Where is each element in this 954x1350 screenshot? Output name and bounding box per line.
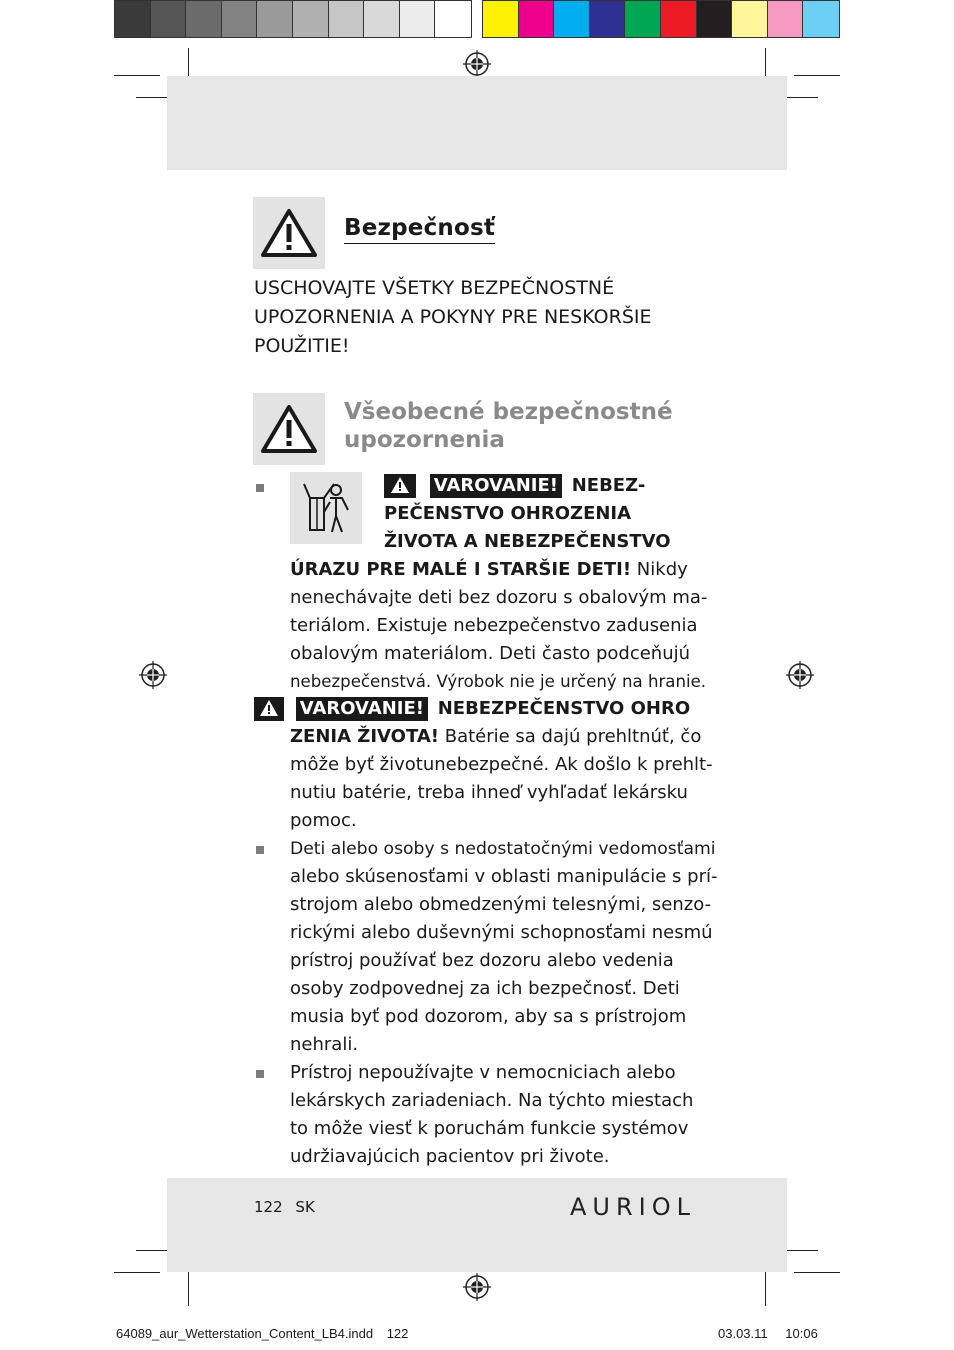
- brand-logo: AURIOL: [570, 1193, 696, 1221]
- intro-line: POUŽITIE!: [254, 335, 350, 357]
- warning-text-line: môže byť životunebezpečné. Ak došlo k prehlt-: [290, 754, 713, 775]
- warning-text: Nikdy: [631, 559, 688, 580]
- bullet-text-line: to môže viesť k poruchám funkcie systémov: [290, 1118, 689, 1139]
- gray-color-bar: [114, 0, 472, 38]
- warning-text-line: nenechávajte deti bez dozoru s obalovým ma-: [290, 587, 708, 608]
- warning-text-line: [290, 723, 701, 751]
- bullet-text-line: prístroj používať bez dozoru alebo vedenia: [290, 950, 674, 971]
- bullet-text-line: lekárskych zariadeniach. Na týchto miestach: [290, 1090, 694, 1111]
- bullet-text-line: udržiavajúcich pacientov pri živote.: [290, 1146, 610, 1167]
- color-swatch: [768, 1, 804, 37]
- bullet: [256, 846, 264, 854]
- slug-file: [116, 1326, 408, 1341]
- section-title: Bezpečnosť: [344, 214, 495, 244]
- warning-box: [253, 393, 325, 465]
- page-number: 122: [254, 1198, 283, 1216]
- crop-mark: [114, 1272, 160, 1273]
- warning-heading: ÚRAZU PRE MALÉ I STARŠIE DETI!: [290, 559, 632, 580]
- color-swatch: [257, 1, 293, 37]
- warning-heading-line: PEČENSTVO OHROZENIA: [384, 503, 632, 524]
- crop-mark: [794, 75, 840, 76]
- warning-triangle-icon: [390, 476, 410, 494]
- intro-line: UPOZORNENIA A POKYNY PRE NESKORŠIE: [254, 306, 652, 328]
- warning-heading-line: [384, 472, 645, 500]
- color-swatch: [483, 1, 519, 37]
- crop-mark: [114, 75, 160, 76]
- color-swatch: [625, 1, 661, 37]
- bullet-text-line: Deti alebo osoby s nedostatočnými vedomosťami: [290, 839, 716, 859]
- color-swatch: [329, 1, 365, 37]
- warning-tag: [384, 474, 416, 498]
- color-swatch: [115, 1, 151, 37]
- registration-mark-icon: [462, 1272, 492, 1302]
- warning-heading-line: ŽIVOTA A NEBEZPEČENSTVO: [384, 531, 671, 552]
- color-swatch: [803, 1, 839, 37]
- warning-text-line: teriálom. Existuje nebezpečenstvo zadusenia: [290, 615, 698, 636]
- header-band: [167, 76, 787, 170]
- warning-tag: [254, 697, 284, 721]
- warning-text-line: pomoc.: [290, 810, 357, 831]
- bullet-text-line: osoby zodpovednej za ich bezpečnosť. Deti: [290, 978, 680, 999]
- registration-mark-icon: [785, 660, 815, 690]
- warning-text-line: [290, 556, 688, 584]
- crop-mark: [765, 48, 766, 78]
- slug-filename: 64089_aur_Wetterstation_Content_LB4.indd: [116, 1326, 374, 1341]
- bullet: [256, 1070, 264, 1078]
- slug-datetime: [718, 1326, 818, 1341]
- page-footer: [254, 1198, 315, 1216]
- slug-page: 122: [386, 1326, 409, 1341]
- slug-time: 10:06: [785, 1326, 818, 1341]
- color-swatch: [222, 1, 258, 37]
- intro-line: USCHOVAJTE VŠETKY BEZPEČNOSTNÉ: [254, 277, 615, 299]
- warning-heading: NEBEZPEČENSTVO OHRO: [437, 698, 691, 719]
- color-swatch: [293, 1, 329, 37]
- bullet-text-line: strojom alebo obmedzenými telesnými, senzo-: [290, 894, 712, 915]
- bullet-text-line: musia byť pod dozorom, aby sa s prístrojom: [290, 1006, 687, 1027]
- intro-text: [254, 274, 724, 361]
- bullet-text-line: Prístroj nepoužívajte v nemocniciach alebo: [290, 1062, 676, 1083]
- warning-heading-line: [254, 695, 690, 723]
- warning-text: Batérie sa dajú prehltnúť, čo: [439, 726, 702, 747]
- crop-mark: [765, 1270, 766, 1306]
- registration-mark-icon: [462, 49, 492, 79]
- color-swatch: [400, 1, 436, 37]
- language-code: SK: [295, 1198, 315, 1216]
- crop-mark: [188, 1270, 189, 1306]
- warning-heading: ZENIA ŽIVOTA!: [290, 726, 439, 747]
- varovanie-label: VAROVANIE!: [430, 474, 562, 498]
- color-swatch: [661, 1, 697, 37]
- crop-mark: [794, 1272, 840, 1273]
- process-color-bar: [482, 0, 840, 38]
- subsection-title-line: Všeobecné bezpečnostné: [344, 399, 673, 425]
- color-swatch: [186, 1, 222, 37]
- bullet-text-line: nehrali.: [290, 1034, 359, 1055]
- warning-text-line: nebezpečenstvá. Výrobok nie je určený na hranie.: [290, 672, 707, 691]
- color-swatch: [697, 1, 733, 37]
- slug-date: 03.03.11: [718, 1326, 768, 1341]
- color-swatch: [519, 1, 555, 37]
- warning-triangle-icon: [260, 404, 318, 454]
- subsection-title: [344, 398, 724, 454]
- registration-mark-icon: [138, 660, 168, 690]
- warning-heading: NEBEZ-: [571, 475, 646, 496]
- warning-box: [253, 197, 325, 269]
- crop-mark: [188, 48, 189, 78]
- color-swatch: [435, 1, 471, 37]
- warning-text-line: obalovým materiálom. Deti často podceňujú: [290, 643, 691, 664]
- child-hazard-icon: [290, 472, 362, 544]
- warning-text-line: nutiu batérie, treba ihneď vyhľadať lekársku: [290, 782, 688, 803]
- color-swatch: [364, 1, 400, 37]
- color-swatch: [590, 1, 626, 37]
- bullet-text-line: rickými alebo duševnými schopnosťami nesmú: [290, 922, 713, 943]
- color-swatch: [151, 1, 187, 37]
- subsection-title-line: upozornenia: [344, 427, 505, 453]
- color-swatch: [732, 1, 768, 37]
- warning-triangle-icon: [260, 208, 318, 258]
- color-swatch: [554, 1, 590, 37]
- warning-triangle-icon: [259, 699, 279, 717]
- bullet-text-line: alebo skúsenosťami v oblasti manipulácie s prí-: [290, 866, 718, 887]
- bullet: [256, 484, 264, 492]
- varovanie-label: VAROVANIE!: [296, 697, 428, 721]
